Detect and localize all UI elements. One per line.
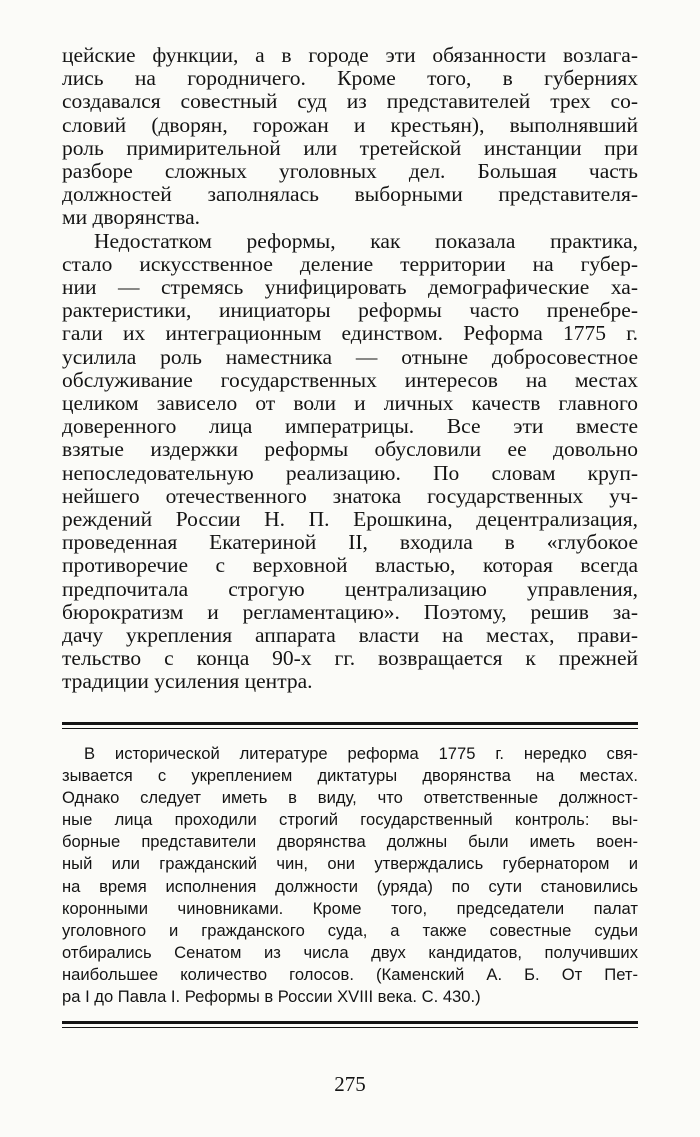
main-text xyxy=(62,44,638,694)
page-number: 275 xyxy=(334,1072,366,1096)
note-top-rule xyxy=(62,722,638,729)
note-line: на время исполнения должности (уряда) по сути становились xyxy=(62,876,638,896)
note-line: зывается с укреплением диктатуры дворянства на местах. xyxy=(62,766,638,786)
text-line: лись на городничего. Кроме того, в губерниях xyxy=(62,66,638,91)
note-bottom-rule xyxy=(62,1021,638,1028)
text-line: целиком зависело от воли и личных качеств главного xyxy=(62,391,638,416)
text-line: словий (дворян, горожан и крестьян), выполнявший xyxy=(62,112,638,137)
note-line: борные представители дворянства должны были иметь воен- xyxy=(62,832,638,852)
text-line: Недостатком реформы, как показала практика, xyxy=(94,228,638,253)
text-line: должностей заполнялась выборными представителя- xyxy=(62,182,638,207)
note-line: коронными чиновниками. Кроме того, председатели палат xyxy=(62,898,638,918)
text-line: роль примирительной или третейской инстанции при xyxy=(62,135,638,160)
text-line: обслуживание государственных интересов на местах xyxy=(62,367,638,392)
text-line: реждений России Н. П. Ерошкина, децентрализация, xyxy=(62,507,638,532)
text-line: доверенного лица императрицы. Все эти вместе xyxy=(62,414,638,439)
text-line: стало искусственное деление территории на губер- xyxy=(62,251,638,276)
note-line: ный или гражданский чин, они утверждались губернатором и xyxy=(62,854,638,874)
text-line: нии — стремясь унифицировать демографические ха- xyxy=(62,275,638,300)
text-line: нейшего отечественного знатока государственных уч- xyxy=(62,483,638,508)
note-line: Однако следует иметь в виду, что ответственные должност- xyxy=(62,788,638,808)
text-line: проведенная Екатериной II, входила в «глубокое xyxy=(62,530,638,555)
text-line: тельство с конца 90-х гг. возвращается к прежней xyxy=(62,646,638,671)
text-line: рактеристики, инициаторы реформы часто пренебре- xyxy=(62,298,638,323)
note-line: ные лица проходили строгий государственный контроль: вы- xyxy=(62,810,638,830)
note-line: уголовного и гражданского суда, а также совестные судьи xyxy=(62,920,638,940)
text-line: противоречие с верховной властью, которая всегда xyxy=(62,553,638,578)
text-line: непоследовательную реализацию. По словам круп- xyxy=(62,460,638,485)
text-line: традиции усиления центра. xyxy=(62,669,313,694)
note-line: В исторической литературе реформа 1775 г. нередко свя- xyxy=(84,744,638,763)
text-line: гали их интеграционным единством. Реформа 1775 г. xyxy=(62,321,638,346)
note-line: ра I до Павла I. Реформы в России XVIII века. С. 430.) xyxy=(62,987,481,1007)
text-line: цейские функции, а в городе эти обязанности возлага- xyxy=(62,43,638,67)
note-line: наибольшее количество голосов. (Каменский А. Б. От Пет- xyxy=(62,964,638,984)
text-line: усилила роль наместника — отныне добросовестное xyxy=(62,344,638,369)
text-line: ми дворянства. xyxy=(62,205,201,230)
sidebar-note xyxy=(62,743,638,1008)
text-line: бюрократизм и регламентацию». Поэтому, решив за- xyxy=(62,599,638,624)
text-line: дачу укрепления аппарата власти на местах, прави- xyxy=(62,623,638,648)
text-line: разборе сложных уголовных дел. Большая часть xyxy=(62,159,638,184)
note-line: отбирались Сенатом из числа двух кандидатов, получивших xyxy=(62,942,638,962)
text-line: предпочитала строгую централизацию управления, xyxy=(62,576,638,601)
text-line: создавался совестный суд из представителей трех со- xyxy=(62,89,638,114)
text-line: взятые издержки реформы обусловили ее довольно xyxy=(62,437,638,462)
